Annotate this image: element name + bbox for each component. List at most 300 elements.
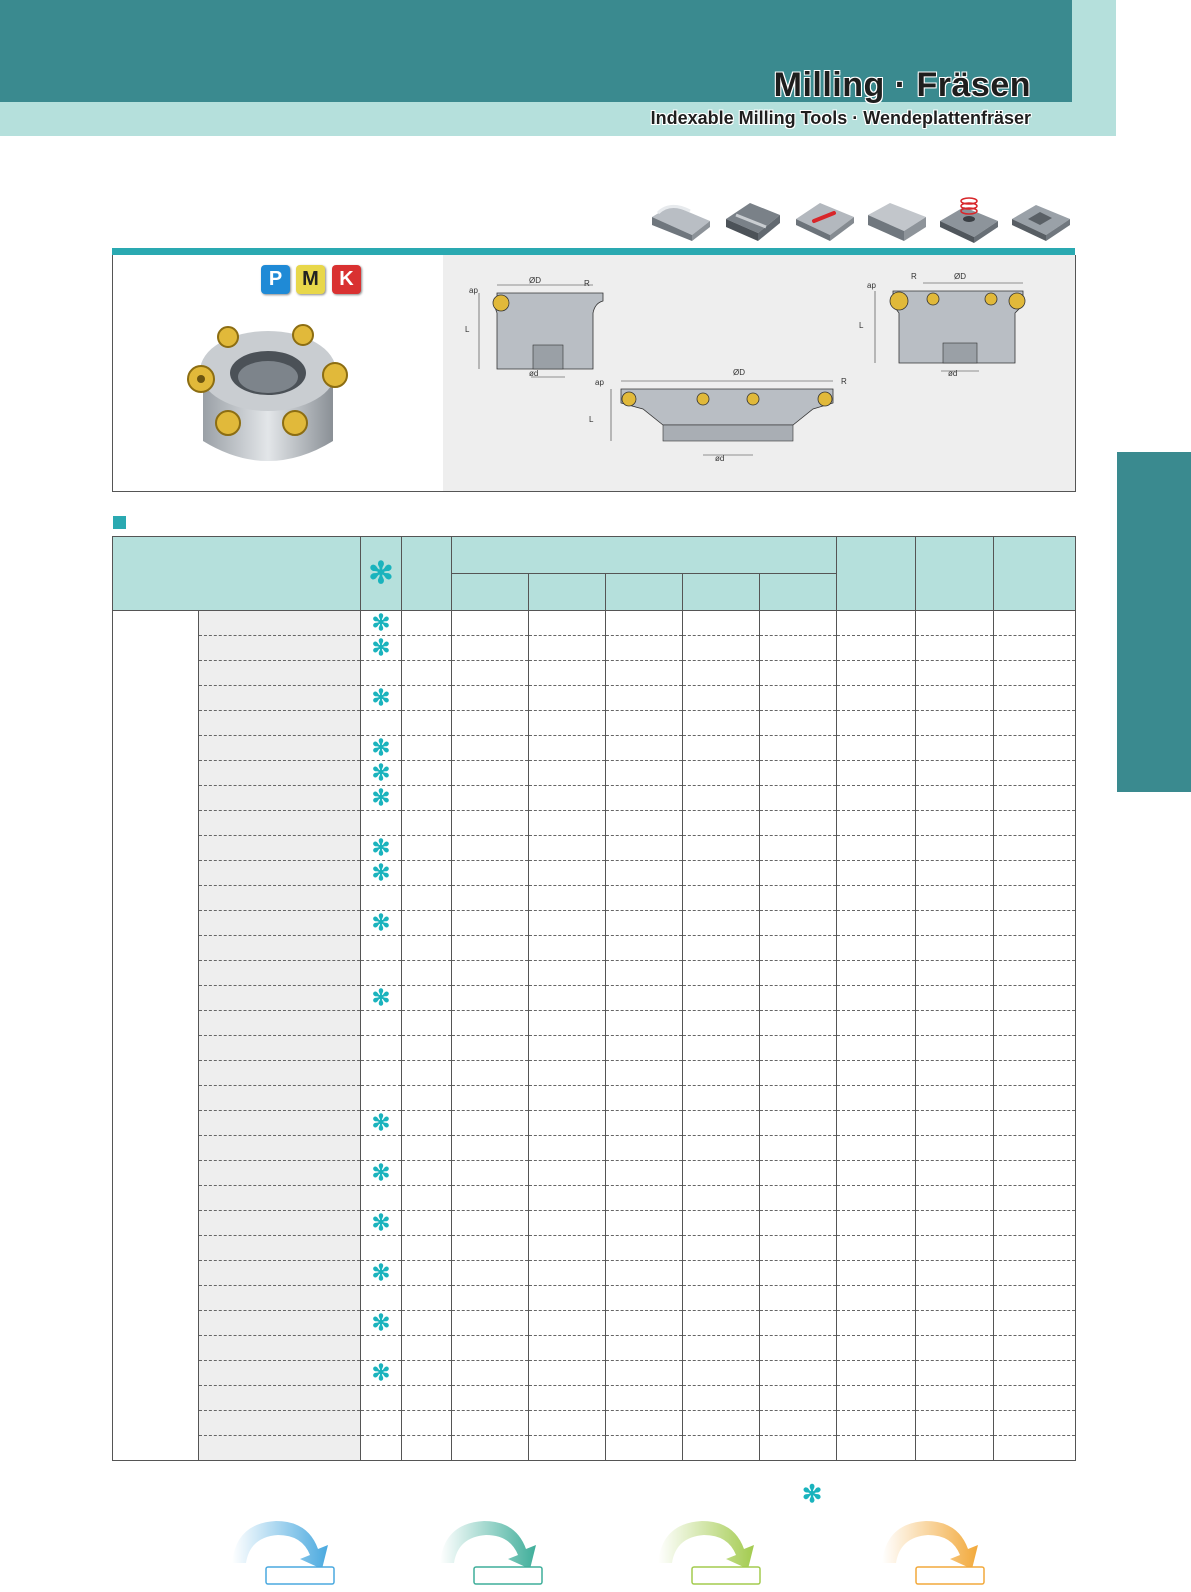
table-cell: [683, 636, 760, 661]
table-cell: [837, 1186, 916, 1211]
table-cell: [683, 786, 760, 811]
stock-cell: [361, 836, 402, 861]
diagram-medium-cutter: [863, 269, 1043, 379]
table-cell: [916, 986, 994, 1011]
table-cell: [606, 636, 683, 661]
table-cell: [683, 1236, 760, 1261]
table-cell: [760, 1136, 837, 1161]
table-cell: [452, 1086, 529, 1111]
panel-accent-line: [112, 248, 1075, 255]
table-cell: [529, 1136, 606, 1161]
table-cell: [760, 1211, 837, 1236]
designation-cell: [199, 661, 361, 686]
table-row: [113, 1036, 1076, 1061]
table-cell: [994, 961, 1076, 986]
table-cell: [402, 686, 452, 711]
table-cell: [837, 1136, 916, 1161]
table-cell: [402, 1311, 452, 1336]
table-cell: [606, 836, 683, 861]
designation-cell: [199, 761, 361, 786]
stock-cell: [361, 711, 402, 736]
table-cell: [606, 1236, 683, 1261]
table-cell: [837, 936, 916, 961]
table-cell: [683, 1411, 760, 1436]
table-cell: [606, 1061, 683, 1086]
table-cell: [760, 1111, 837, 1136]
table-cell: [606, 986, 683, 1011]
table-cell: [606, 661, 683, 686]
table-cell: [402, 1236, 452, 1261]
table-cell: [402, 1286, 452, 1311]
table-cell: [452, 1211, 529, 1236]
table-cell: [683, 661, 760, 686]
table-row: [113, 911, 1076, 936]
table-cell: [529, 811, 606, 836]
table-cell: [760, 936, 837, 961]
stock-cell: [361, 1286, 402, 1311]
table-cell: [760, 1311, 837, 1336]
table-cell: [452, 961, 529, 986]
stock-cell: [361, 961, 402, 986]
table-cell: [529, 1011, 606, 1036]
side-section-tab[interactable]: [1117, 452, 1191, 792]
table-cell: [994, 936, 1076, 961]
table-cell: [994, 1286, 1076, 1311]
table-cell: [606, 961, 683, 986]
table-cell: [402, 1086, 452, 1111]
stock-cell: [361, 911, 402, 936]
header-dimensions: [452, 537, 837, 574]
table-cell: [760, 661, 837, 686]
table-cell: [402, 736, 452, 761]
table-cell: [452, 1236, 529, 1261]
nav-arrow-2[interactable]: [434, 1515, 550, 1587]
table-cell: [606, 1136, 683, 1161]
stock-cell: [361, 1086, 402, 1111]
table-cell: [760, 1361, 837, 1386]
table-cell: [837, 661, 916, 686]
table-row: [113, 786, 1076, 811]
table-cell: [606, 711, 683, 736]
table-cell: [683, 986, 760, 1011]
table-cell: [916, 711, 994, 736]
table-cell: [994, 1361, 1076, 1386]
table-cell: [529, 1186, 606, 1211]
table-cell: [994, 661, 1076, 686]
table-cell: [606, 786, 683, 811]
table-cell: [402, 986, 452, 1011]
table-cell: [916, 836, 994, 861]
table-cell: [529, 686, 606, 711]
table-cell: [402, 1036, 452, 1061]
diagram2-l-label: L: [589, 415, 594, 424]
table-cell: [683, 1136, 760, 1161]
table-cell: [837, 1061, 916, 1086]
designation-cell: [199, 936, 361, 961]
table-cell: [916, 1011, 994, 1036]
table-cell: [837, 1386, 916, 1411]
table-row: [113, 1236, 1076, 1261]
table-cell: [683, 1436, 760, 1461]
diagram1-r-label: R: [584, 279, 590, 288]
table-row: [113, 1386, 1076, 1411]
diagram3-r-label: R: [911, 272, 917, 281]
table-cell: [452, 1061, 529, 1086]
table-cell: [452, 1011, 529, 1036]
table-cell: [760, 1161, 837, 1186]
stock-star-icon: ✻: [371, 1260, 391, 1285]
designation-cell: [199, 1211, 361, 1236]
table-cell: [837, 1161, 916, 1186]
table-cell: [916, 1336, 994, 1361]
table-cell: [916, 1111, 994, 1136]
table-cell: [683, 1111, 760, 1136]
table-cell: [402, 786, 452, 811]
stock-cell: [361, 686, 402, 711]
table-cell: [452, 1311, 529, 1336]
stock-cell: [361, 1236, 402, 1261]
table-cell: [402, 661, 452, 686]
table-cell: [760, 686, 837, 711]
table-cell: [529, 1436, 606, 1461]
table-cell: [606, 811, 683, 836]
header-col-11: [994, 537, 1076, 611]
table-cell: [402, 1136, 452, 1161]
table-cell: [452, 1036, 529, 1061]
table-cell: [606, 1161, 683, 1186]
table-cell: [606, 1311, 683, 1336]
designation-cell: [199, 1386, 361, 1411]
table-row: [113, 1211, 1076, 1236]
table-cell: [683, 736, 760, 761]
header-dim-2: [529, 574, 606, 611]
table-cell: [683, 711, 760, 736]
table-cell: [452, 711, 529, 736]
table-cell: [760, 711, 837, 736]
table-cell: [837, 736, 916, 761]
table-cell: [452, 1286, 529, 1311]
table-cell: [916, 1386, 994, 1411]
diagram-small-cutter: [463, 273, 623, 383]
table-cell: [402, 936, 452, 961]
diagram2-ap-label: ap: [595, 378, 604, 387]
table-cell: [683, 1186, 760, 1211]
stock-cell: [361, 861, 402, 886]
designation-cell: [199, 1086, 361, 1111]
table-cell: [760, 636, 837, 661]
diagram3-d-label: ØD: [954, 272, 966, 281]
table-cell: [402, 961, 452, 986]
table-cell: [452, 761, 529, 786]
table-cell: [402, 1411, 452, 1436]
table-cell: [683, 886, 760, 911]
table-cell: [402, 1161, 452, 1186]
table-cell: [916, 1286, 994, 1311]
designation-cell: [199, 1236, 361, 1261]
table-cell: [916, 936, 994, 961]
stock-star-icon: ✻: [371, 635, 391, 660]
table-cell: [994, 1186, 1076, 1211]
table-cell: [606, 1386, 683, 1411]
table-cell: [760, 611, 837, 636]
stock-cell: [361, 1411, 402, 1436]
table-row: [113, 711, 1076, 736]
table-cell: [402, 886, 452, 911]
stock-cell: [361, 1036, 402, 1061]
table-cell: [837, 611, 916, 636]
table-cell: [760, 811, 837, 836]
designation-cell: [199, 1061, 361, 1086]
stock-cell: [361, 1186, 402, 1211]
designation-cell: [199, 986, 361, 1011]
stock-cell: [361, 811, 402, 836]
table-row: [113, 1086, 1076, 1111]
table-cell: [683, 1361, 760, 1386]
table-cell: [402, 1361, 452, 1386]
table-cell: [402, 861, 452, 886]
table-cell: [916, 761, 994, 786]
table-cell: [760, 1411, 837, 1436]
table-cell: [452, 1136, 529, 1161]
stock-star-icon: ✻: [371, 610, 391, 635]
table-cell: [606, 686, 683, 711]
table-cell: [837, 1411, 916, 1436]
diagram1-d-label: ØD: [529, 276, 541, 285]
table-cell: [452, 1161, 529, 1186]
table-cell: [402, 636, 452, 661]
table-cell: [837, 811, 916, 836]
designation-cell: [199, 1111, 361, 1136]
table-cell: [994, 861, 1076, 886]
table-cell: [529, 1286, 606, 1311]
stock-cell: [361, 1136, 402, 1161]
table-cell: [683, 961, 760, 986]
stock-star-icon: ✻: [371, 735, 391, 760]
table-cell: [683, 1036, 760, 1061]
table-cell: [683, 811, 760, 836]
table-cell: [994, 786, 1076, 811]
table-cell: [683, 936, 760, 961]
diagram3-l-label: L: [859, 321, 864, 330]
table-cell: [760, 961, 837, 986]
table-cell: [994, 1036, 1076, 1061]
table-cell: [452, 836, 529, 861]
header-designation: [113, 537, 361, 611]
helical-milling-icon: [938, 197, 1000, 243]
table-cell: [837, 911, 916, 936]
table-cell: [452, 786, 529, 811]
stock-cell: [361, 786, 402, 811]
page-title: Milling · Fräsen: [773, 66, 1031, 104]
table-cell: [529, 611, 606, 636]
table-cell: [452, 1386, 529, 1411]
chamfer-milling-icon: [722, 197, 784, 243]
table-cell: [837, 1011, 916, 1036]
header-tab: [1072, 0, 1116, 102]
header-dim-4: [683, 574, 760, 611]
table-cell: [529, 1086, 606, 1111]
material-m-badge: M: [296, 265, 325, 294]
table-cell: [529, 1336, 606, 1361]
table-cell: [916, 1311, 994, 1336]
table-cell: [994, 1011, 1076, 1036]
table-cell: [994, 761, 1076, 786]
table-cell: [994, 1161, 1076, 1186]
table-cell: [760, 786, 837, 811]
table-cell: [452, 886, 529, 911]
table-cell: [452, 936, 529, 961]
table-cell: [402, 1436, 452, 1461]
table-cell: [837, 1286, 916, 1311]
table-cell: [606, 886, 683, 911]
table-row: [113, 861, 1076, 886]
table-cell: [837, 1036, 916, 1061]
section-bullet: [113, 516, 126, 529]
table-cell: [452, 1186, 529, 1211]
table-cell: [837, 686, 916, 711]
stock-star-icon: ✻: [371, 860, 391, 885]
table-row: [113, 636, 1076, 661]
table-row: [113, 611, 1076, 636]
table-cell: [837, 836, 916, 861]
table-cell: [529, 1111, 606, 1136]
table-row: [113, 961, 1076, 986]
stock-cell: [361, 1011, 402, 1036]
table-cell: [402, 1011, 452, 1036]
shoulder-milling-icon: [866, 197, 928, 243]
designation-cell: [199, 1436, 361, 1461]
table-cell: [606, 1436, 683, 1461]
table-cell: [994, 911, 1076, 936]
table-cell: [760, 861, 837, 886]
table-cell: [760, 1386, 837, 1411]
header-col-10: [916, 537, 994, 611]
designation-cell: [199, 1286, 361, 1311]
table-cell: [916, 736, 994, 761]
table-cell: [402, 811, 452, 836]
stock-star-icon: ✻: [371, 835, 391, 860]
table-cell: [837, 961, 916, 986]
table-row: [113, 686, 1076, 711]
table-cell: [606, 1211, 683, 1236]
table-cell: [452, 1336, 529, 1361]
stock-cell: [361, 936, 402, 961]
table-cell: [994, 1211, 1076, 1236]
table-cell: [606, 1336, 683, 1361]
table-row: [113, 1286, 1076, 1311]
table-cell: [683, 1386, 760, 1411]
table-cell: [529, 1036, 606, 1061]
table-cell: [916, 961, 994, 986]
table-cell: [529, 1386, 606, 1411]
table-cell: [683, 1011, 760, 1036]
table-cell: [402, 711, 452, 736]
table-cell: [916, 886, 994, 911]
operation-icons: [650, 197, 1080, 243]
table-row: [113, 1186, 1076, 1211]
table-cell: [837, 1111, 916, 1136]
table-cell: [916, 1061, 994, 1086]
nav-arrow-3[interactable]: [652, 1515, 768, 1587]
face-milling-icon: [650, 197, 712, 243]
table-cell: [683, 686, 760, 711]
stock-cell: [361, 1211, 402, 1236]
designation-cell: [199, 1011, 361, 1036]
table-cell: [916, 1261, 994, 1286]
stock-cell: [361, 986, 402, 1011]
table-cell: [994, 1436, 1076, 1461]
designation-cell: [199, 961, 361, 986]
nav-arrow-4[interactable]: [876, 1515, 992, 1587]
table-cell: [402, 1386, 452, 1411]
table-cell: [606, 936, 683, 961]
material-k-badge: K: [332, 265, 361, 294]
stock-star-icon: ✻: [371, 1360, 391, 1385]
stock-star-icon: ✻: [368, 557, 394, 590]
table-cell: [994, 1086, 1076, 1111]
table-cell: [452, 911, 529, 936]
curved-arrow-icon: [434, 1515, 550, 1587]
table-cell: [529, 1211, 606, 1236]
table-cell: [529, 836, 606, 861]
table-cell: [760, 761, 837, 786]
table-cell: [994, 686, 1076, 711]
table-cell: [837, 1086, 916, 1111]
table-cell: [452, 861, 529, 886]
table-row: [113, 936, 1076, 961]
table-cell: [606, 1036, 683, 1061]
table-cell: [916, 1361, 994, 1386]
designation-cell: [199, 786, 361, 811]
designation-cell: [199, 911, 361, 936]
stock-star-icon: ✻: [371, 1160, 391, 1185]
designation-cell: [199, 611, 361, 636]
table-cell: [994, 1311, 1076, 1336]
stock-star-icon: ✻: [371, 1110, 391, 1135]
designation-cell: [199, 1161, 361, 1186]
table-cell: [606, 761, 683, 786]
stock-cell: [361, 611, 402, 636]
table-cell: [606, 1186, 683, 1211]
table-cell: [683, 1286, 760, 1311]
table-cell: [402, 911, 452, 936]
table-cell: [452, 636, 529, 661]
table-cell: [683, 761, 760, 786]
table-cell: [916, 611, 994, 636]
table-cell: [606, 1086, 683, 1111]
table-cell: [402, 1261, 452, 1286]
stock-cell: [361, 1261, 402, 1286]
table-cell: [760, 1236, 837, 1261]
table-cell: [529, 986, 606, 1011]
table-cell: [529, 636, 606, 661]
curved-arrow-icon: [876, 1515, 992, 1587]
table-cell: [760, 1036, 837, 1061]
nav-arrow-1[interactable]: [226, 1515, 342, 1587]
table-cell: [994, 711, 1076, 736]
designation-cell: [199, 1136, 361, 1161]
diagram2-d-label: ØD: [733, 368, 745, 377]
table-cell: [994, 1386, 1076, 1411]
table-cell: [606, 736, 683, 761]
table-cell: [916, 1411, 994, 1436]
table-cell: [760, 986, 837, 1011]
header-stock: [361, 537, 402, 611]
table-cell: [837, 711, 916, 736]
table-cell: [606, 861, 683, 886]
table-cell: [837, 1236, 916, 1261]
table-cell: [994, 986, 1076, 1011]
